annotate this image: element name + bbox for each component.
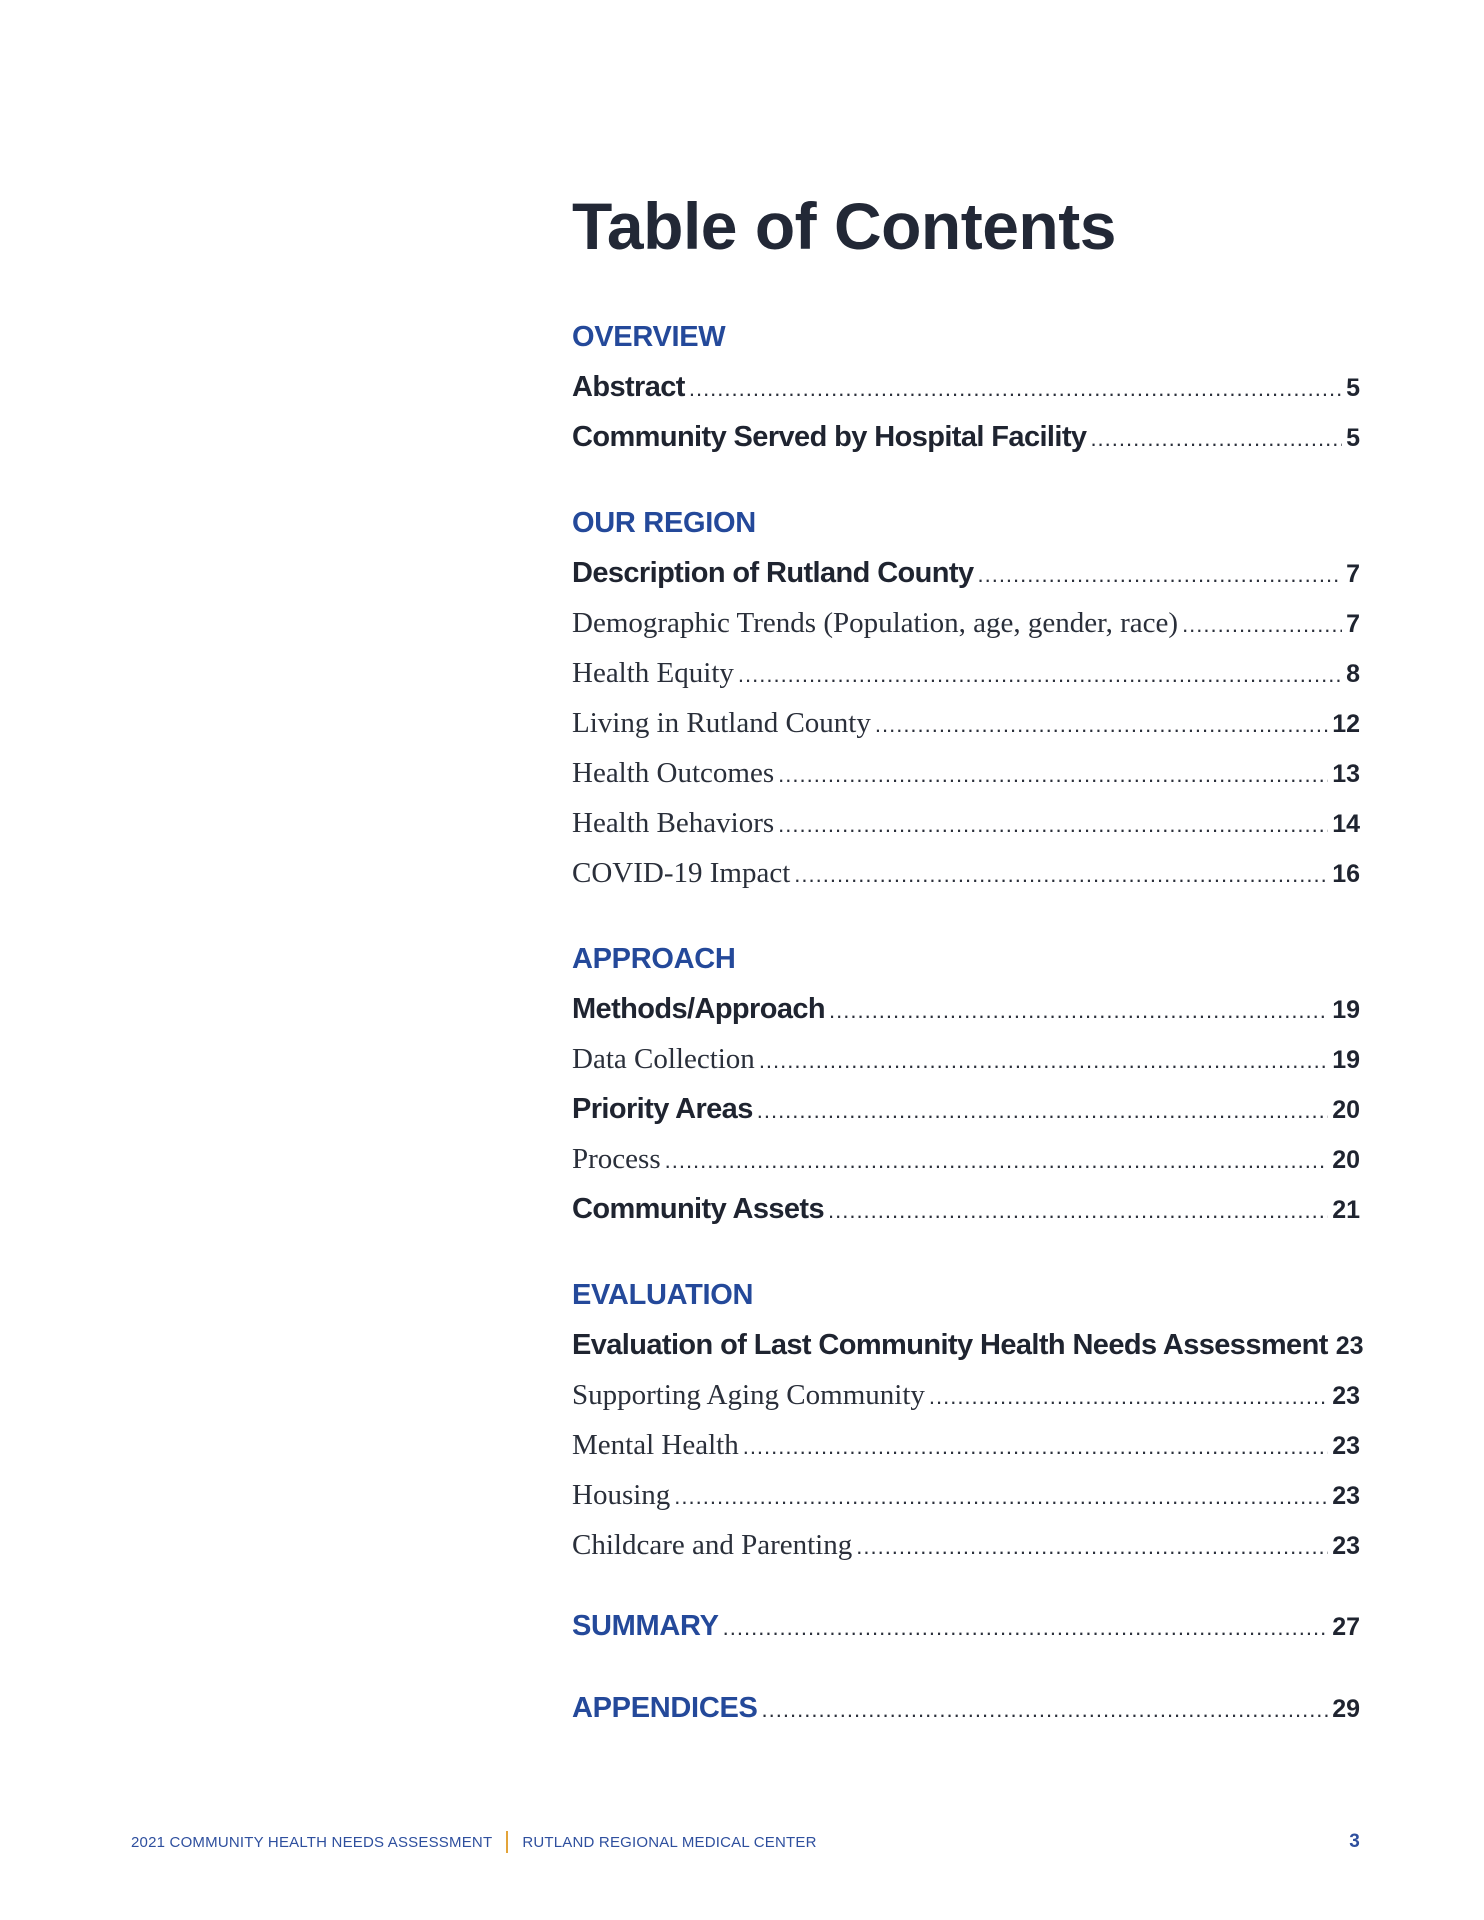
dot-leader [794,850,1328,900]
toc-entry-priority-areas[interactable] [572,1084,1360,1134]
dot-leader [757,1086,1328,1136]
toc-entry-housing[interactable] [572,1470,1360,1520]
toc-entry-label: Health Equity [572,657,734,689]
toc-entry-page: 7 [1346,610,1360,638]
toc-entry-label: COVID-19 Impact [572,857,791,889]
dot-leader [723,1602,1329,1654]
toc-entry-label: Living in Rutland County [572,707,871,739]
dot-leader [743,1422,1328,1472]
dot-leader [689,364,1342,414]
toc-entry-covid-impact[interactable] [572,848,1360,898]
toc-entry-supporting-aging[interactable] [572,1370,1360,1420]
toc-entry-mental-health[interactable] [572,1420,1360,1470]
footer-organization: RUTLAND REGIONAL MEDICAL CENTER [522,1833,817,1851]
toc-entry-community-assets[interactable] [572,1184,1360,1234]
toc-entry-label: Mental Health [572,1429,739,1461]
footer-report-title: 2021 COMMUNITY HEALTH NEEDS ASSESSMENT [131,1833,493,1851]
toc-entry-page: 23 [1332,1482,1360,1510]
toc-entry-label: Data Collection [572,1043,755,1075]
toc-entry-page: 19 [1332,1046,1360,1074]
toc-entry-page: 23 [1335,1332,1364,1360]
toc-entry-process[interactable] [572,1134,1360,1184]
toc-entry-page: 13 [1332,760,1360,788]
section-evaluation [572,1270,1364,1570]
dot-leader [665,1136,1329,1186]
dot-leader [977,550,1342,600]
dot-leader [778,750,1328,800]
toc-entry-page: 29 [1332,1695,1360,1723]
toc-entry-methods-approach[interactable] [572,984,1360,1034]
toc-entry-health-outcomes[interactable] [572,748,1360,798]
toc-entry-label: Childcare and Parenting [572,1529,853,1561]
toc-entry-label: Community Assets [572,1193,824,1225]
toc-entry-community-served[interactable] [572,412,1360,462]
page-footer [131,1830,1360,1854]
toc-entry-childcare-parenting[interactable] [572,1520,1360,1570]
toc-entry-label: Process [572,1143,661,1175]
toc-entry-summary[interactable] [572,1600,1360,1652]
toc-entry-label: Community Served by Hospital Facility [572,421,1087,453]
toc-entry-appendices[interactable] [572,1682,1360,1734]
toc-entry-page: 8 [1346,660,1360,688]
table-of-contents [572,180,1364,1734]
toc-entry-label: Methods/Approach [572,993,826,1025]
toc-entry-page: 14 [1332,810,1360,838]
section-our-region [572,498,1360,898]
dot-leader [778,800,1328,850]
toc-entry-evaluation-chna[interactable] [572,1320,1364,1370]
dot-leader [762,1684,1329,1736]
dot-leader [829,986,1328,1036]
toc-entry-label: Housing [572,1479,671,1511]
dot-leader [1182,600,1342,650]
toc-entry-label: Demographic Trends (Population, age, gender, race) [572,607,1179,639]
toc-entry-page: 7 [1346,560,1360,588]
toc-entry-page: 5 [1346,424,1360,452]
dot-leader [759,1036,1328,1086]
toc-entry-page: 5 [1346,374,1360,402]
footer-divider [506,1831,508,1853]
toc-entry-demographic-trends[interactable] [572,598,1360,648]
section-heading-evaluation: EVALUATION [572,1279,754,1311]
toc-entry-description-rutland[interactable] [572,548,1360,598]
dot-leader [738,650,1342,700]
toc-entry-label: Priority Areas [572,1093,753,1125]
dot-leader [674,1472,1328,1522]
toc-entry-page: 12 [1332,710,1360,738]
dot-leader [828,1186,1328,1236]
page-title: Table of Contents [572,189,1116,263]
toc-entry-label: APPENDICES [572,1692,758,1724]
toc-entry-page: 23 [1332,1382,1360,1410]
toc-entry-data-collection[interactable] [572,1034,1360,1084]
toc-entry-page: 16 [1332,860,1360,888]
toc-entry-health-behaviors[interactable] [572,798,1360,848]
dot-leader [856,1522,1328,1572]
toc-entry-living-rutland[interactable] [572,698,1360,748]
dot-leader [1090,414,1342,464]
toc-entry-page: 23 [1332,1432,1360,1460]
section-approach [572,934,1360,1234]
toc-entry-label: Health Behaviors [572,807,775,839]
footer-page-number: 3 [1349,1831,1360,1852]
section-heading-approach: APPROACH [572,943,736,975]
toc-entry-page: 20 [1332,1096,1360,1124]
toc-entry-page: 23 [1332,1532,1360,1560]
toc-entry-abstract[interactable] [572,362,1360,412]
dot-leader [875,700,1328,750]
toc-entry-page: 19 [1332,996,1360,1024]
toc-entry-page: 20 [1332,1146,1360,1174]
toc-entry-label: Evaluation of Last Community Health Needs Assessment [572,1329,1328,1361]
toc-entry-label: Abstract [572,371,685,403]
toc-entry-label: Supporting Aging Community [572,1379,925,1411]
toc-entry-label: SUMMARY [572,1610,719,1642]
toc-entry-health-equity[interactable] [572,648,1360,698]
section-heading-our-region: OUR REGION [572,507,756,539]
toc-entry-label: Description of Rutland County [572,557,974,589]
dot-leader [929,1372,1328,1422]
toc-entry-page: 27 [1332,1613,1360,1641]
section-heading-overview: OVERVIEW [572,321,726,353]
toc-entry-label: Health Outcomes [572,757,775,789]
section-overview [572,312,1360,462]
toc-entry-page: 21 [1332,1196,1360,1224]
